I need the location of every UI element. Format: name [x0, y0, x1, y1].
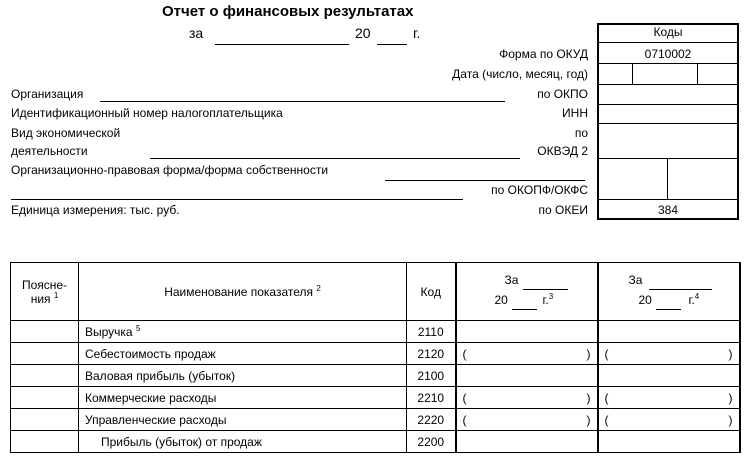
paren-close: ) [728, 413, 733, 427]
table-row [11, 321, 740, 343]
codes-title: Коды [653, 25, 683, 39]
paren-close: ) [728, 347, 733, 361]
indicator-code: 2200 [407, 431, 456, 453]
notes-cell[interactable] [11, 431, 79, 453]
period-year-prefix: 20 [355, 25, 371, 41]
okei-value: 384 [657, 203, 679, 217]
table-row [11, 431, 740, 453]
inn-field-label: Идентификационный номер налогоплательщика [11, 106, 283, 120]
activity-label-1: Вид экономической [11, 126, 121, 140]
okpo-label: по ОКПО [537, 87, 588, 101]
table-row [11, 409, 740, 431]
indicator-code: 2220 [407, 409, 456, 431]
indicator-name: Себестоимость продаж [79, 343, 407, 365]
value-current-period[interactable] [456, 431, 598, 453]
paren-open: ( [462, 347, 467, 361]
paren-open: ( [604, 347, 609, 361]
value-current-period[interactable] [456, 365, 598, 387]
activity-label-2: деятельности [11, 144, 88, 158]
col-name-header: Наименование показателя $^2$ [79, 263, 407, 321]
period-prefix: за [189, 25, 204, 41]
col-period-current-header: За 20 г.$^3$ [456, 263, 598, 321]
paren-open: ( [604, 391, 609, 405]
paren-open: ( [462, 391, 467, 405]
table-row [11, 365, 740, 387]
value-previous-period[interactable] [598, 387, 740, 409]
paren-close: ) [586, 413, 591, 427]
okud-value: 0710002 [644, 47, 692, 61]
col-period-previous-header: За 20 г.$^4$ [598, 263, 740, 321]
paren-close: ) [586, 347, 591, 361]
okud-label: Форма по ОКУД [499, 47, 588, 61]
indicator-name: Управленческие расходы [79, 409, 407, 431]
value-current-period[interactable] [456, 409, 598, 431]
indicator-name: Коммерческие расходы [79, 387, 407, 409]
indicator-code: 2210 [407, 387, 456, 409]
table-header-row [11, 263, 740, 321]
col-notes-header: Поясне- ния $^1$ [11, 263, 79, 321]
value-current-period[interactable] [456, 321, 598, 343]
indicator-name: Валовая прибыль (убыток) [79, 365, 407, 387]
value-previous-period[interactable] [598, 409, 740, 431]
table-row [11, 343, 740, 365]
notes-cell[interactable] [11, 343, 79, 365]
value-previous-period[interactable] [598, 431, 740, 453]
col-code-header: Код [407, 263, 456, 321]
table-row [11, 387, 740, 409]
okved-label-2: ОКВЭД 2 [537, 144, 588, 158]
legal-form-line-2[interactable] [11, 199, 463, 200]
financial-results-table [10, 262, 741, 453]
unit-label: Единица измерения: тыс. руб. [11, 203, 180, 217]
indicator-code: 2100 [407, 365, 456, 387]
value-previous-period[interactable] [598, 343, 740, 365]
paren-close: ) [728, 391, 733, 405]
value-current-period[interactable] [456, 343, 598, 365]
okved-label-1: по [574, 126, 588, 140]
okopf-label: по ОКОПФ/ОКФС [491, 183, 588, 197]
notes-cell[interactable] [11, 365, 79, 387]
activity-line[interactable] [150, 158, 520, 159]
notes-cell[interactable] [11, 409, 79, 431]
legal-form-line-1[interactable] [385, 180, 585, 181]
legal-form-label: Организационно-правовая форма/форма собственности [11, 163, 329, 177]
notes-cell[interactable] [11, 387, 79, 409]
indicator-name: Прибыль (убыток) от продаж [79, 431, 407, 453]
notes-cell[interactable] [11, 321, 79, 343]
inn-label: ИНН [562, 106, 588, 120]
organization-line[interactable] [100, 101, 505, 102]
date-label: Дата (число, месяц, год) [452, 67, 588, 81]
paren-close: ) [586, 391, 591, 405]
organization-label: Организация [11, 87, 84, 101]
period-suffix: г. [413, 25, 421, 41]
paren-open: ( [462, 413, 467, 427]
okei-label: по ОКЕИ [538, 203, 588, 217]
indicator-code: 2110 [407, 321, 456, 343]
indicator-name: Выручка $^5$ [79, 321, 407, 343]
value-previous-period[interactable] [598, 321, 740, 343]
period-date-line[interactable] [215, 44, 349, 45]
indicator-code: 2120 [407, 343, 456, 365]
value-previous-period[interactable] [598, 365, 740, 387]
value-current-period[interactable] [456, 387, 598, 409]
page-title: Отчет о финансовых результатах [162, 3, 414, 20]
paren-open: ( [604, 413, 609, 427]
period-year-line[interactable] [377, 44, 407, 45]
